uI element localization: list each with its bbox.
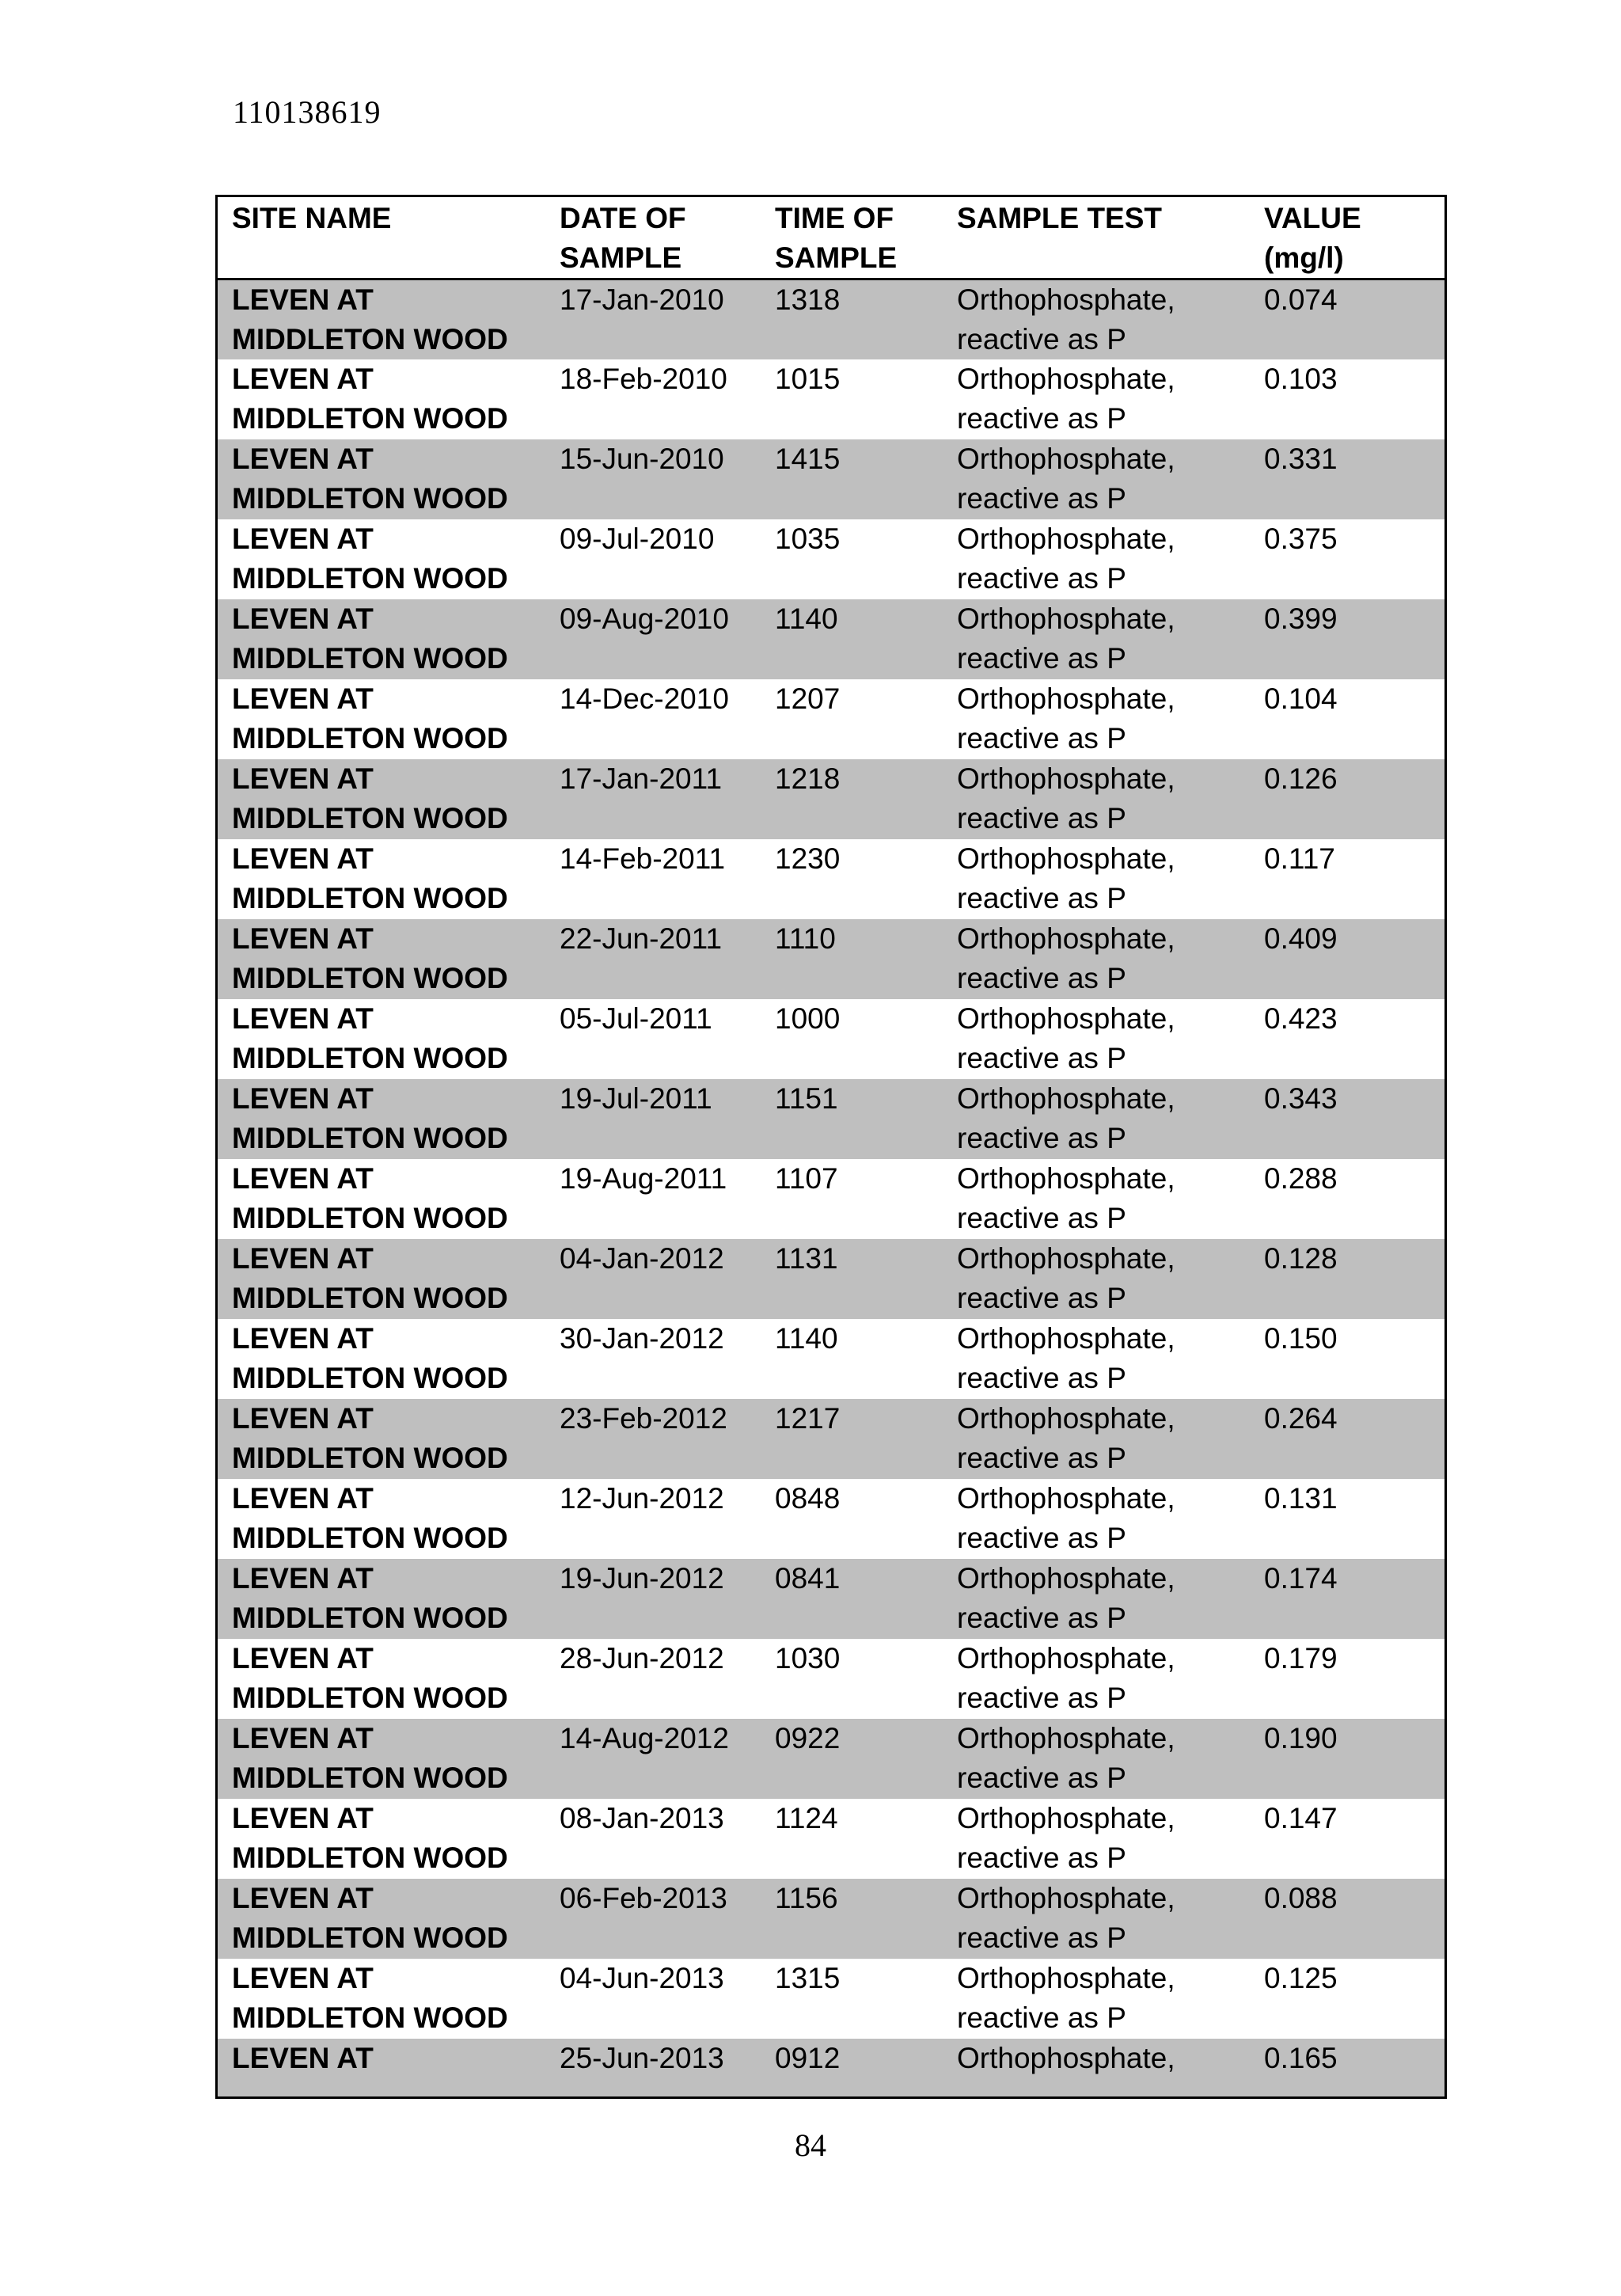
cell-value: 0.126 bbox=[1264, 762, 1338, 795]
cell-site-name: LEVEN AT MIDDLETON WOOD bbox=[232, 283, 508, 355]
cell-sample-test: Orthophosphate, reactive as P bbox=[957, 603, 1175, 675]
table-row bbox=[218, 519, 1444, 599]
cell-value: 0.423 bbox=[1264, 1002, 1338, 1035]
cell-sample-test: Orthophosphate, bbox=[957, 2042, 1175, 2074]
cell-value: 0.150 bbox=[1264, 1322, 1338, 1355]
cell-time-of-sample: 0848 bbox=[775, 1482, 841, 1515]
cell-sample-test: Orthophosphate, reactive as P bbox=[957, 1002, 1175, 1074]
cell-value: 0.375 bbox=[1264, 523, 1338, 555]
cell-time-of-sample: 1230 bbox=[775, 842, 841, 875]
cell-sample-test: Orthophosphate, reactive as P bbox=[957, 1642, 1175, 1714]
cell-sample-test: Orthophosphate, reactive as P bbox=[957, 1562, 1175, 1634]
cell-site-name: LEVEN AT MIDDLETON WOOD bbox=[232, 1402, 508, 1474]
table-row bbox=[218, 1239, 1444, 1319]
cell-date-of-sample: 30-Jan-2012 bbox=[560, 1322, 724, 1355]
cell-time-of-sample: 1217 bbox=[775, 1402, 841, 1435]
cell-time-of-sample: 1015 bbox=[775, 363, 841, 395]
cell-time-of-sample: 1131 bbox=[775, 1242, 838, 1275]
cell-sample-test: Orthophosphate, reactive as P bbox=[957, 1882, 1175, 1954]
cell-value: 0.131 bbox=[1264, 1482, 1338, 1515]
table-row bbox=[218, 1399, 1444, 1479]
cell-time-of-sample: 0912 bbox=[775, 2042, 841, 2074]
cell-value: 0.117 bbox=[1264, 842, 1335, 875]
cell-time-of-sample: 1140 bbox=[775, 1322, 838, 1355]
cell-value: 0.399 bbox=[1264, 603, 1338, 635]
sample-results-table bbox=[218, 197, 1444, 2099]
table-row bbox=[218, 599, 1444, 679]
table-row bbox=[218, 279, 1444, 360]
cell-value: 0.104 bbox=[1264, 682, 1338, 715]
cell-site-name: LEVEN AT MIDDLETON WOOD bbox=[232, 363, 508, 435]
cell-sample-test: Orthophosphate, reactive as P bbox=[957, 1482, 1175, 1554]
cell-sample-test: Orthophosphate, reactive as P bbox=[957, 1802, 1175, 1874]
cell-date-of-sample: 22-Jun-2011 bbox=[560, 922, 723, 955]
cell-date-of-sample: 25-Jun-2013 bbox=[560, 2042, 724, 2074]
cell-value: 0.264 bbox=[1264, 1402, 1338, 1435]
cell-sample-test: Orthophosphate, reactive as P bbox=[957, 1162, 1175, 1234]
cell-sample-test: Orthophosphate, reactive as P bbox=[957, 1402, 1175, 1474]
cell-time-of-sample: 1415 bbox=[775, 443, 841, 475]
cell-value: 0.288 bbox=[1264, 1162, 1338, 1195]
header-date-of-sample: DATE OF SAMPLE bbox=[545, 197, 761, 279]
cell-date-of-sample: 08-Jan-2013 bbox=[560, 1802, 724, 1834]
header-value: VALUE (mg/l) bbox=[1250, 197, 1444, 279]
cell-date-of-sample: 15-Jun-2010 bbox=[560, 443, 724, 475]
cell-time-of-sample: 0922 bbox=[775, 1722, 841, 1754]
cell-time-of-sample: 1110 bbox=[775, 922, 836, 955]
cell-date-of-sample: 05-Jul-2011 bbox=[560, 1002, 712, 1035]
cell-date-of-sample: 09-Jul-2010 bbox=[560, 523, 715, 555]
table-row bbox=[218, 2039, 1444, 2099]
document-id: 110138619 bbox=[233, 94, 382, 130]
cell-date-of-sample: 19-Aug-2011 bbox=[560, 1162, 727, 1195]
cell-site-name: LEVEN AT MIDDLETON WOOD bbox=[232, 523, 508, 595]
table-header-row bbox=[218, 197, 1444, 279]
table-row bbox=[218, 1799, 1444, 1879]
page-number: 84 bbox=[795, 2127, 826, 2163]
cell-value: 0.147 bbox=[1264, 1802, 1338, 1834]
table-row bbox=[218, 759, 1444, 839]
cell-value: 0.165 bbox=[1264, 2042, 1338, 2074]
cell-sample-test: Orthophosphate, reactive as P bbox=[957, 283, 1175, 355]
cell-time-of-sample: 1030 bbox=[775, 1642, 841, 1674]
cell-sample-test: Orthophosphate, reactive as P bbox=[957, 762, 1175, 834]
cell-date-of-sample: 18-Feb-2010 bbox=[560, 363, 727, 395]
cell-date-of-sample: 06-Feb-2013 bbox=[560, 1882, 727, 1914]
cell-value: 0.179 bbox=[1264, 1642, 1338, 1674]
table-row bbox=[218, 839, 1444, 919]
cell-time-of-sample: 1207 bbox=[775, 682, 841, 715]
cell-site-name: LEVEN AT MIDDLETON WOOD bbox=[232, 1242, 508, 1314]
table-row bbox=[218, 1319, 1444, 1399]
cell-value: 0.128 bbox=[1264, 1242, 1338, 1275]
cell-sample-test: Orthophosphate, reactive as P bbox=[957, 922, 1175, 994]
cell-value: 0.088 bbox=[1264, 1882, 1338, 1914]
cell-time-of-sample: 1218 bbox=[775, 762, 841, 795]
cell-value: 0.174 bbox=[1264, 1562, 1338, 1595]
cell-site-name: LEVEN AT MIDDLETON WOOD bbox=[232, 922, 508, 994]
table-row bbox=[218, 1639, 1444, 1719]
cell-site-name: LEVEN AT MIDDLETON WOOD bbox=[232, 1162, 508, 1234]
cell-time-of-sample: 1000 bbox=[775, 1002, 841, 1035]
cell-sample-test: Orthophosphate, reactive as P bbox=[957, 443, 1175, 515]
cell-time-of-sample: 1151 bbox=[775, 1082, 838, 1115]
cell-site-name: LEVEN AT MIDDLETON WOOD bbox=[232, 1082, 508, 1154]
cell-site-name: LEVEN AT MIDDLETON WOOD bbox=[232, 1002, 508, 1074]
cell-site-name: LEVEN AT MIDDLETON WOOD bbox=[232, 1562, 508, 1634]
cell-sample-test: Orthophosphate, reactive as P bbox=[957, 1082, 1175, 1154]
cell-site-name: LEVEN AT MIDDLETON WOOD bbox=[232, 1482, 508, 1554]
cell-sample-test: Orthophosphate, reactive as P bbox=[957, 1962, 1175, 2034]
cell-value: 0.125 bbox=[1264, 1962, 1338, 1994]
cell-date-of-sample: 14-Feb-2011 bbox=[560, 842, 726, 875]
cell-time-of-sample: 1124 bbox=[775, 1802, 838, 1834]
table-row bbox=[218, 919, 1444, 999]
table-row bbox=[218, 1959, 1444, 2039]
table-row bbox=[218, 679, 1444, 759]
cell-time-of-sample: 1035 bbox=[775, 523, 841, 555]
cell-site-name: LEVEN AT MIDDLETON WOOD bbox=[232, 1962, 508, 2034]
cell-value: 0.074 bbox=[1264, 283, 1338, 316]
table-body bbox=[218, 279, 1444, 2100]
cell-date-of-sample: 17-Jan-2011 bbox=[560, 762, 723, 795]
cell-site-name: LEVEN AT MIDDLETON WOOD bbox=[232, 1642, 508, 1714]
cell-value: 0.343 bbox=[1264, 1082, 1338, 1115]
cell-time-of-sample: 1318 bbox=[775, 283, 841, 316]
cell-site-name: LEVEN AT MIDDLETON WOOD bbox=[232, 603, 508, 675]
cell-date-of-sample: 17-Jan-2010 bbox=[560, 283, 724, 316]
cell-sample-test: Orthophosphate, reactive as P bbox=[957, 1322, 1175, 1394]
cell-date-of-sample: 14-Dec-2010 bbox=[560, 682, 729, 715]
header-sample-test: SAMPLE TEST bbox=[943, 197, 1250, 279]
cell-sample-test: Orthophosphate, reactive as P bbox=[957, 1722, 1175, 1794]
cell-value: 0.190 bbox=[1264, 1722, 1338, 1754]
cell-date-of-sample: 23-Feb-2012 bbox=[560, 1402, 727, 1435]
table-row bbox=[218, 1719, 1444, 1799]
table-row bbox=[218, 1159, 1444, 1239]
cell-sample-test: Orthophosphate, reactive as P bbox=[957, 363, 1175, 435]
table-row bbox=[218, 1879, 1444, 1959]
cell-site-name: LEVEN AT MIDDLETON WOOD bbox=[232, 443, 508, 515]
cell-time-of-sample: 1315 bbox=[775, 1962, 841, 1994]
cell-value: 0.409 bbox=[1264, 922, 1338, 955]
table-row bbox=[218, 439, 1444, 519]
cell-date-of-sample: 04-Jan-2012 bbox=[560, 1242, 724, 1275]
table-row bbox=[218, 999, 1444, 1079]
cell-site-name: LEVEN AT MIDDLETON WOOD bbox=[232, 682, 508, 755]
data-table-frame bbox=[215, 195, 1447, 2099]
cell-site-name: LEVEN AT MIDDLETON WOOD bbox=[232, 1722, 508, 1794]
cell-sample-test: Orthophosphate, reactive as P bbox=[957, 682, 1175, 755]
header-site-name: SITE NAME bbox=[218, 197, 545, 279]
cell-date-of-sample: 19-Jun-2012 bbox=[560, 1562, 724, 1595]
cell-date-of-sample: 14-Aug-2012 bbox=[560, 1722, 729, 1754]
header-time-of-sample: TIME OF SAMPLE bbox=[761, 197, 943, 279]
cell-time-of-sample: 0841 bbox=[775, 1562, 841, 1595]
cell-date-of-sample: 19-Jul-2011 bbox=[560, 1082, 712, 1115]
cell-site-name: LEVEN AT MIDDLETON WOOD bbox=[232, 1882, 508, 1954]
cell-date-of-sample: 28-Jun-2012 bbox=[560, 1642, 724, 1674]
cell-time-of-sample: 1156 bbox=[775, 1882, 838, 1914]
cell-date-of-sample: 12-Jun-2012 bbox=[560, 1482, 724, 1515]
cell-time-of-sample: 1140 bbox=[775, 603, 838, 635]
cell-value: 0.331 bbox=[1264, 443, 1338, 475]
cell-date-of-sample: 04-Jun-2013 bbox=[560, 1962, 724, 1994]
cell-site-name: LEVEN AT MIDDLETON WOOD bbox=[232, 842, 508, 914]
cell-date-of-sample: 09-Aug-2010 bbox=[560, 603, 729, 635]
table-row bbox=[218, 1079, 1444, 1159]
table-row bbox=[218, 359, 1444, 439]
cell-site-name: LEVEN AT MIDDLETON WOOD bbox=[232, 1802, 508, 1874]
table-row bbox=[218, 1559, 1444, 1639]
cell-sample-test: Orthophosphate, reactive as P bbox=[957, 842, 1175, 914]
cell-site-name: LEVEN AT MIDDLETON WOOD bbox=[232, 1322, 508, 1394]
cell-site-name: LEVEN AT bbox=[232, 2042, 374, 2074]
cell-sample-test: Orthophosphate, reactive as P bbox=[957, 523, 1175, 595]
table-row bbox=[218, 1479, 1444, 1559]
cell-site-name: LEVEN AT MIDDLETON WOOD bbox=[232, 762, 508, 834]
cell-value: 0.103 bbox=[1264, 363, 1338, 395]
cell-time-of-sample: 1107 bbox=[775, 1162, 838, 1195]
cell-sample-test: Orthophosphate, reactive as P bbox=[957, 1242, 1175, 1314]
